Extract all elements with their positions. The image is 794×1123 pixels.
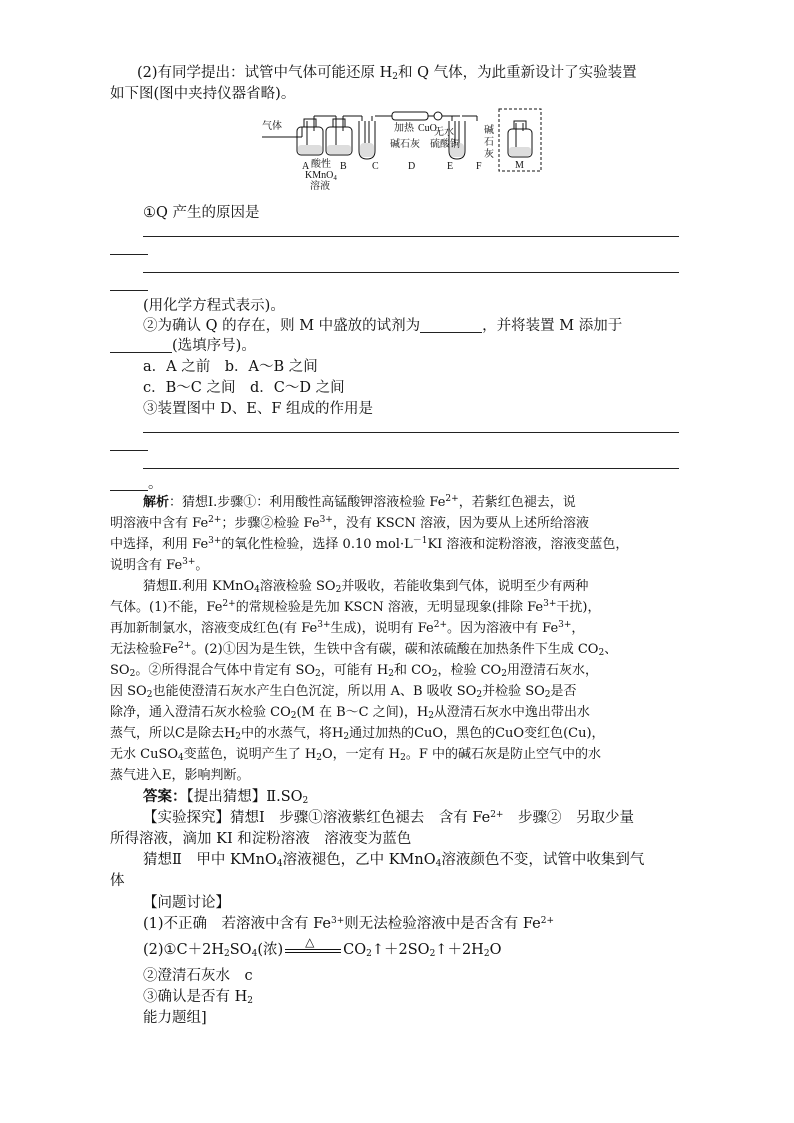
answer-blank bbox=[420, 318, 482, 333]
analysis-line: 明溶液中含有 $Fe^{2+}$；步骤②检验 $Fe^{3+}$，没有 KSCN 溶液，因为要从上述所给溶液 bbox=[110, 515, 590, 531]
answer-blank bbox=[110, 338, 172, 353]
analysis-line: 因 $SO_2$也能使澄清石灰水产生白色沉淀，所以用 A、B 吸收 $SO_2$并检验 $SO_2$是否 bbox=[110, 684, 577, 700]
answer-d5: 能力题组] bbox=[143, 1010, 207, 1026]
answer-d1: (1)不正确 若溶液中含有 $Fe^{3+}$则无法检验溶液中是否含有 $Fe^{2+}$ bbox=[143, 916, 555, 932]
fig-label-c: C bbox=[372, 161, 379, 172]
q2-item1: ①Q 产生的原因是 bbox=[143, 205, 260, 221]
fig-heat-label: 加热 bbox=[394, 123, 414, 134]
fig-sodalime-f1: 碱 bbox=[484, 125, 494, 136]
analysis-line: $SO_2$。②所得混合气体中肯定有 $SO_2$，可能有 $H_2$和 $CO_2$，检验 $CO_2$用澄清石灰水， bbox=[110, 663, 598, 679]
analysis-line: 解析：猜想Ⅰ.步骤①：利用酸性高锰酸钾溶液检验 $Fe^{2+}$，若紫红色褪去，说 bbox=[143, 494, 576, 510]
q2-item2-line2: (选填序号)。 bbox=[110, 336, 256, 356]
fig-sodalime-f2: 石 bbox=[484, 137, 494, 148]
fig-cuo-label: CuO bbox=[418, 123, 437, 134]
answer-d2-equation: $(2)①C+2H_2SO_4$(浓) △ $CO_2↑+2SO_2↑+2H_2O$ bbox=[143, 935, 502, 959]
analysis-line: 气体。(1)不能，$Fe^{2+}$的常规检验是先加 KSCN 溶液，无明显现象(排除 $Fe^{3+}$干扰)， bbox=[110, 599, 601, 615]
fig-acid-label-3: 溶液 bbox=[310, 181, 330, 192]
fig-gas-label: 气体 bbox=[262, 121, 282, 132]
answer-first: 答案：【提出猜想】$Ⅱ.SO_2$ bbox=[143, 788, 309, 806]
analysis-line: 蒸气进入E，影响判断。 bbox=[110, 768, 250, 783]
answer-line bbox=[110, 254, 148, 255]
heating-condition-arrow: △ bbox=[283, 938, 343, 958]
fig-acid-label-1: 酸性 bbox=[311, 159, 331, 170]
answer-guess2-end: 体 bbox=[110, 873, 125, 889]
apparatus-figure bbox=[262, 107, 562, 199]
analysis-line: 无水 CuSO$_4$变蓝色，说明产生了 $H_2O$，一定有 $H_2$。F 中的碱石灰是防止空气中的水 bbox=[110, 747, 601, 763]
analysis-line: 猜想Ⅱ.利用 KMnO$_4$溶液检验 $SO_2$并吸收，若能收集到气体，说明至少有两种 bbox=[143, 579, 589, 595]
analysis-line: 再加新制氯水，溶液变成红色(有 $Fe^{3+}$生成)，说明有 $Fe^{2+}$。因为溶液中有 $Fe^{3+}$， bbox=[110, 620, 585, 636]
fig-anhydrous-2: 硫酸铜 bbox=[430, 139, 460, 150]
fig-acid-label-2: KMnO$_4$ bbox=[305, 170, 337, 182]
fig-sodalime-label: 碱石灰 bbox=[390, 139, 420, 150]
answer-guess2: 猜想Ⅱ 甲中 KMnO$_4$溶液褪色，乙中 KMnO$_4$溶液颜色不变，试管中收集到气 bbox=[143, 852, 645, 869]
fig-label-d: D bbox=[408, 161, 416, 172]
analysis-line: 说明含有 $Fe^{3+}$。 bbox=[110, 557, 209, 573]
fig-label-e: E bbox=[447, 161, 454, 172]
fig-label-m: M bbox=[515, 160, 524, 171]
answer-line bbox=[143, 468, 679, 469]
answer-discussion: 【问题讨论】 bbox=[143, 895, 230, 911]
q2-item3: ③装置图中 D、E、F 组成的作用是 bbox=[143, 401, 373, 417]
answer-line bbox=[143, 272, 679, 273]
q2-item2: ②为确认 Q 的存在，则 M 中盛放的试剂为 ，并将装置 M 添加于 bbox=[143, 318, 623, 334]
q2-item3-end: 。 bbox=[110, 474, 163, 494]
fig-anhydrous-1: 无水 bbox=[434, 127, 454, 138]
fig-label-a: A bbox=[302, 161, 310, 172]
answer-line bbox=[143, 432, 679, 433]
fig-label-b: B bbox=[340, 161, 347, 172]
answer-line bbox=[110, 450, 148, 451]
q2-intro-line2: 如下图(图中夹持仪器省略)。 bbox=[110, 86, 296, 102]
q2-options-ab: a．A 之前 b．A～B 之间 bbox=[143, 359, 318, 375]
q2-intro: (2)有同学提出：试管中气体可能还原 $H_2$和 Q 气体，为此重新设计了实验装置 bbox=[137, 65, 637, 82]
answer-experiment-2: 所得溶液，滴加 KI 和淀粉溶液 溶液变为蓝色 bbox=[110, 831, 412, 847]
fig-sodalime-f3: 灰 bbox=[484, 149, 494, 160]
analysis-line: 中选择，利用 $Fe^{3+}$的氧化性检验，选择 0.10 $mol\cdot L^{-1}KI$ 溶液和淀粉溶液，溶液变蓝色， bbox=[110, 536, 629, 552]
analysis-line: 蒸气，所以C是除去$H_2$中的水蒸气，将$H_2$通过加热的CuO，黑色的CuO变红色(Cu)， bbox=[110, 726, 605, 742]
q2-item1-tail: (用化学方程式表示)。 bbox=[143, 298, 285, 314]
answer-blank bbox=[110, 476, 148, 491]
analysis-line: 除净，通入澄清石灰水检验 $CO_2(M$ 在 B～C 之间)，$H_2$从澄清石灰水中逸出带出水 bbox=[110, 705, 590, 721]
fig-label-f: F bbox=[476, 161, 482, 172]
answer-experiment: 【实验探究】猜想Ⅰ 步骤①溶液紫红色褪去 含有 $Fe^{2+}$ 步骤② 另取少量 bbox=[143, 810, 634, 826]
answer-line bbox=[110, 290, 148, 291]
answer-d3: ②澄清石灰水 c bbox=[143, 968, 253, 984]
answer-d4: ③确认是否有 $H_2$ bbox=[143, 989, 253, 1006]
analysis-line: 无法检验$Fe^{2+}$。(2)①因为是生铁，生铁中含有碳，碳和浓硫酸在加热条件下生成 $CO_2$、 bbox=[110, 641, 618, 658]
answer-line bbox=[143, 236, 679, 237]
q2-options-cd: c．B～C 之间 d．C～D 之间 bbox=[143, 380, 345, 396]
